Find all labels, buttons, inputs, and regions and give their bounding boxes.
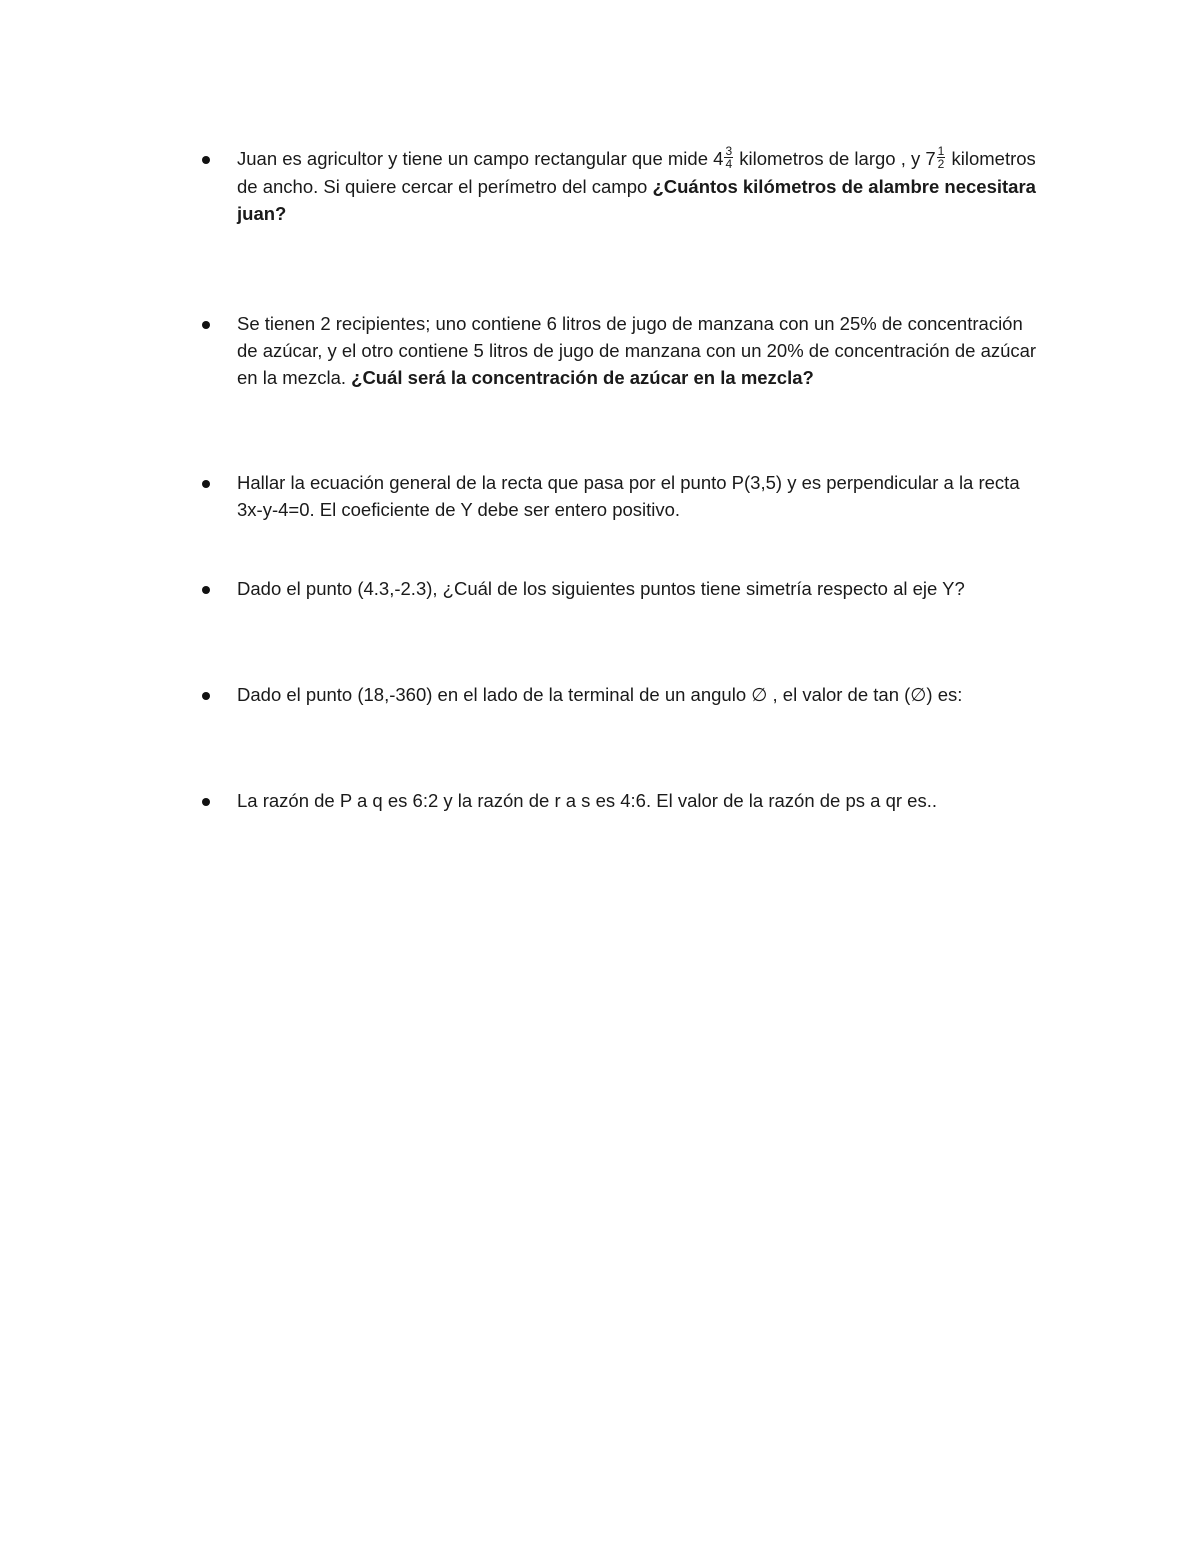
list-item [237,575,1047,602]
list-item [237,145,1047,227]
fraction: $\frac{3}{4}$ [725,143,733,171]
item-text: La razón de P a q es 6:2 y la razón de r a s es 4:6. El valor de la razón de ps a qr es.. [237,790,937,811]
list-item [237,469,1047,523]
item-text: Dado el punto (18,-360) en el lado de la terminal de un angulo ∅ , el valor de tan (∅) es: [237,684,963,705]
item-text: Hallar la ecuación general de la recta que pasa por el punto P(3,5) y es perpendicular a la recta 3x-y-4=0. El coeficiente de Y debe ser entero positivo. [237,472,1020,520]
list-item [237,681,1047,708]
bullet-icon [202,586,210,594]
fraction: $\frac{1}{2}$ [937,143,945,171]
item-text: Se tienen 2 recipientes; uno contiene 6 litros de jugo de manzana con un 25% de concentración de azúcar, y el otro contiene 5 litros de jugo de manzana con un 20% de concentración de azúcar en la mezcla. [237,313,1037,388]
question-text: ¿Cuál será la concentración de azúcar en la mezcla? [351,367,814,388]
question-text: ¿Cuántos kilómetros de alambre necesitara juan? [237,175,1036,224]
bullet-icon [202,156,210,164]
bullet-icon [202,692,210,700]
bullet-icon [202,480,210,488]
item-text: Dado el punto (4.3,-2.3), ¿Cuál de los siguientes puntos tiene simetría respecto al eje Y? [237,578,965,599]
item-text: Juan es agricultor y tiene un campo rectangular que mide 4 $\frac{3}{4}$ kilometros de largo , y 7 $\frac{1}{2}$ kilometros de ancho. Si quiere cercar el perímetro del campo ¿Cuántos kilómetros de alambre necesitara juan? [237,143,1036,224]
bullet-icon [202,798,210,806]
list-item [237,787,1047,814]
bullet-icon [202,321,210,329]
list-item [237,310,1047,391]
